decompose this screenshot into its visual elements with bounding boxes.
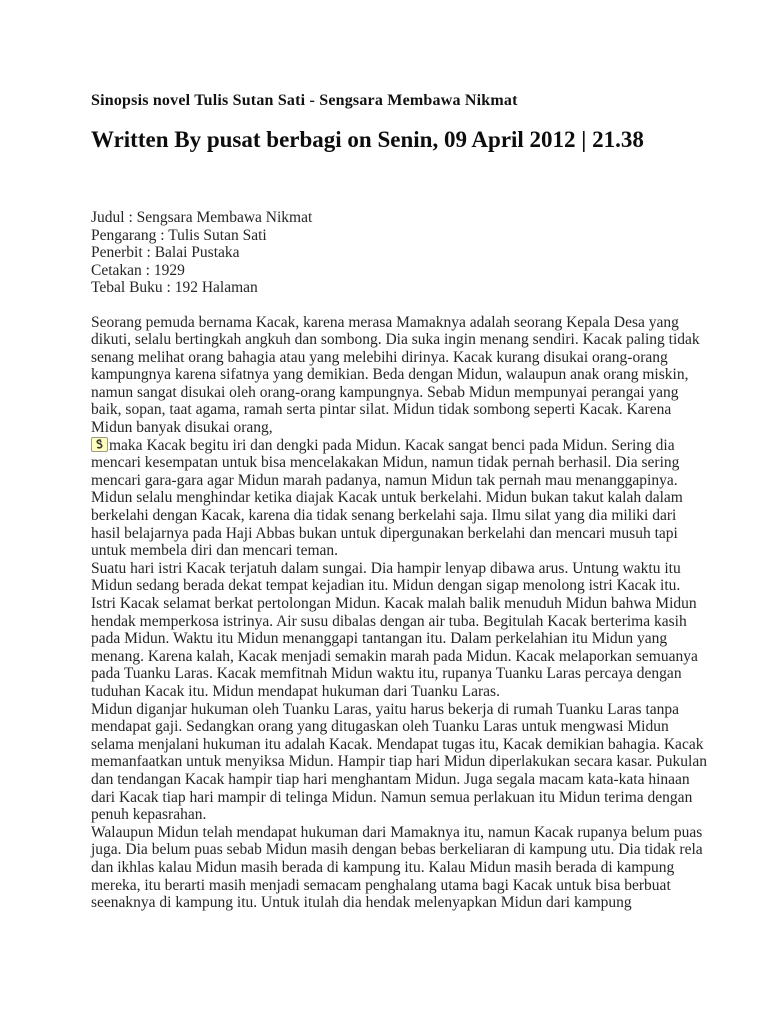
book-info-pengarang: Pengarang : Tulis Sutan Sati [91,226,267,244]
synopsis-paragraph: Suatu hari istri Kacak terjatuh dalam sungai. Dia hampir lenyap dibawa arus. Untung waktu itu Midun sedang berada dekat tempat kejadian itu. Midun dengan sigap menolong istri Kacak itu. Istri Kacak selamat berkat pertolongan Midun. Kacak malah balik menuduh Midun bahwa Midun hendak memperkosa istrinya. Air susu dibalas dengan air tuba. Begitulah Kacak berterima kasih pada Midun. Waktu itu Midun menanggapi tantangan itu. Dalam perkelahian itu Midun yang menang. Karena kalah, Kacak menjadi semakin marah pada Midun. Kacak melaporkan semuanya pada Tuanku Laras. Kacak memfitnah Midun waktu itu, rupanya Tuanku Laras percaya dengan tuduhan Kacak itu. Midun mendapat hukuman dari Tuanku Laras. [91,559,698,700]
book-info-cetakan: Cetakan : 1929 [91,261,185,279]
synopsis-text [91,314,709,912]
broken-image-placeholder-icon [91,437,108,452]
book-info-judul: Judul : Sengsara Membawa Nikmat [91,209,313,226]
book-info-block [91,209,709,297]
synopsis-paragraph [91,437,709,560]
synopsis-paragraph: Seorang pemuda bernama Kacak, karena merasa Mamaknya adalah seorang Kepala Desa yang dikuti, selalu bertingkah angkuh dan sombong. Dia suka ingin menang sendiri. Kacak paling tidak senang melihat orang bahagia atau yang melebihi dirinya. Kacak kurang disukai orang-orang kampungnya karena sifatnya yang demikian. Beda dengan Midun, walaupun anak orang miskin, namun sangat disukai oleh orang-orang kampungnya. Sebab Midun mempunyai perangai yang baik, sopan, taat agama, ramah serta pintar silat. Midun tidak sombong seperti Kacak. Karena Midun banyak disukai orang, [91,313,700,437]
book-info-penerbit: Penerbit : Balai Pustaka [91,244,240,261]
book-info-tebal-buku: Tebal Buku : 192 Halaman [91,279,258,296]
synopsis-paragraph: Midun diganjar hukuman oleh Tuanku Laras, yaitu harus bekerja di rumah Tuanku Laras tanpa mendapat gaji. Sedangkan orang yang ditugaskan oleh Tuanku Laras untuk mengwasi Midun selama menjalani hukuman itu adalah Kacak. Mendapat tugas itu, Kacak demikian bahagia. Kacak memanfaatkan untuk menyiksa Midun. Hampir tiap hari Midun diperlakukan secara kasar. Pukulan dan tendangan Kacak hampir tiap hari menghantam Midun. Juga segala macam kata-kata hinaan dari Kacak tiap hari mampir di telinga Midun. Namun semua perlakuan itu Midun terima dengan penuh kepasrahan. [91,700,707,824]
document-content [91,0,709,912]
category-title: Sinopsis novel Tulis Sutan Sati - Sengsara Membawa Nikmat [91,92,518,109]
synopsis-paragraph: Walaupun Midun telah mendapat hukuman dari Mamaknya itu, namun Kacak rupanya belum puas juga. Dia belum puas sebab Midun masih dengan bebas berkeliaran di kampung utu. Dia tidak rela dan ikhlas kalau Midun masih berada di kampung itu. Kalau Midun masih berada di kampung mereka, itu berarti masih menjadi semacam penghalang utama bagi Kacak untuk bisa berbuat seenaknya di kampung itu. Untuk itulah dia hendak melenyapkan Midun dari kampung [91,823,703,912]
synopsis-paragraph-text: maka Kacak begitu iri dan dengki pada Midun. Kacak sangat benci pada Midun. Sering dia mencari kesempatan untuk bisa mencelakakan Midun, namun tidak pernah berhasil. Dia sering mencari gara-gara agar Midun marah padanya, namun Midun tak pernah mau menanggapinya. Midun selalu menghindar ketika diajak Kacak untuk berkelahi. Midun bukan takut kalah dalam berkelahi dengan Kacak, karena dia tidak senang berkelahi saja. Ilmu silat yang dia miliki dari hasil belajarnya pada Haji Abbas bukan untuk dipergunakan berkelahi dan mencari musuh tapi untuk membela diri dan mencari teman. [91,436,683,560]
page-title: Written By pusat berbagi on Senin, 09 April 2012 | 21.38 [91,127,644,152]
